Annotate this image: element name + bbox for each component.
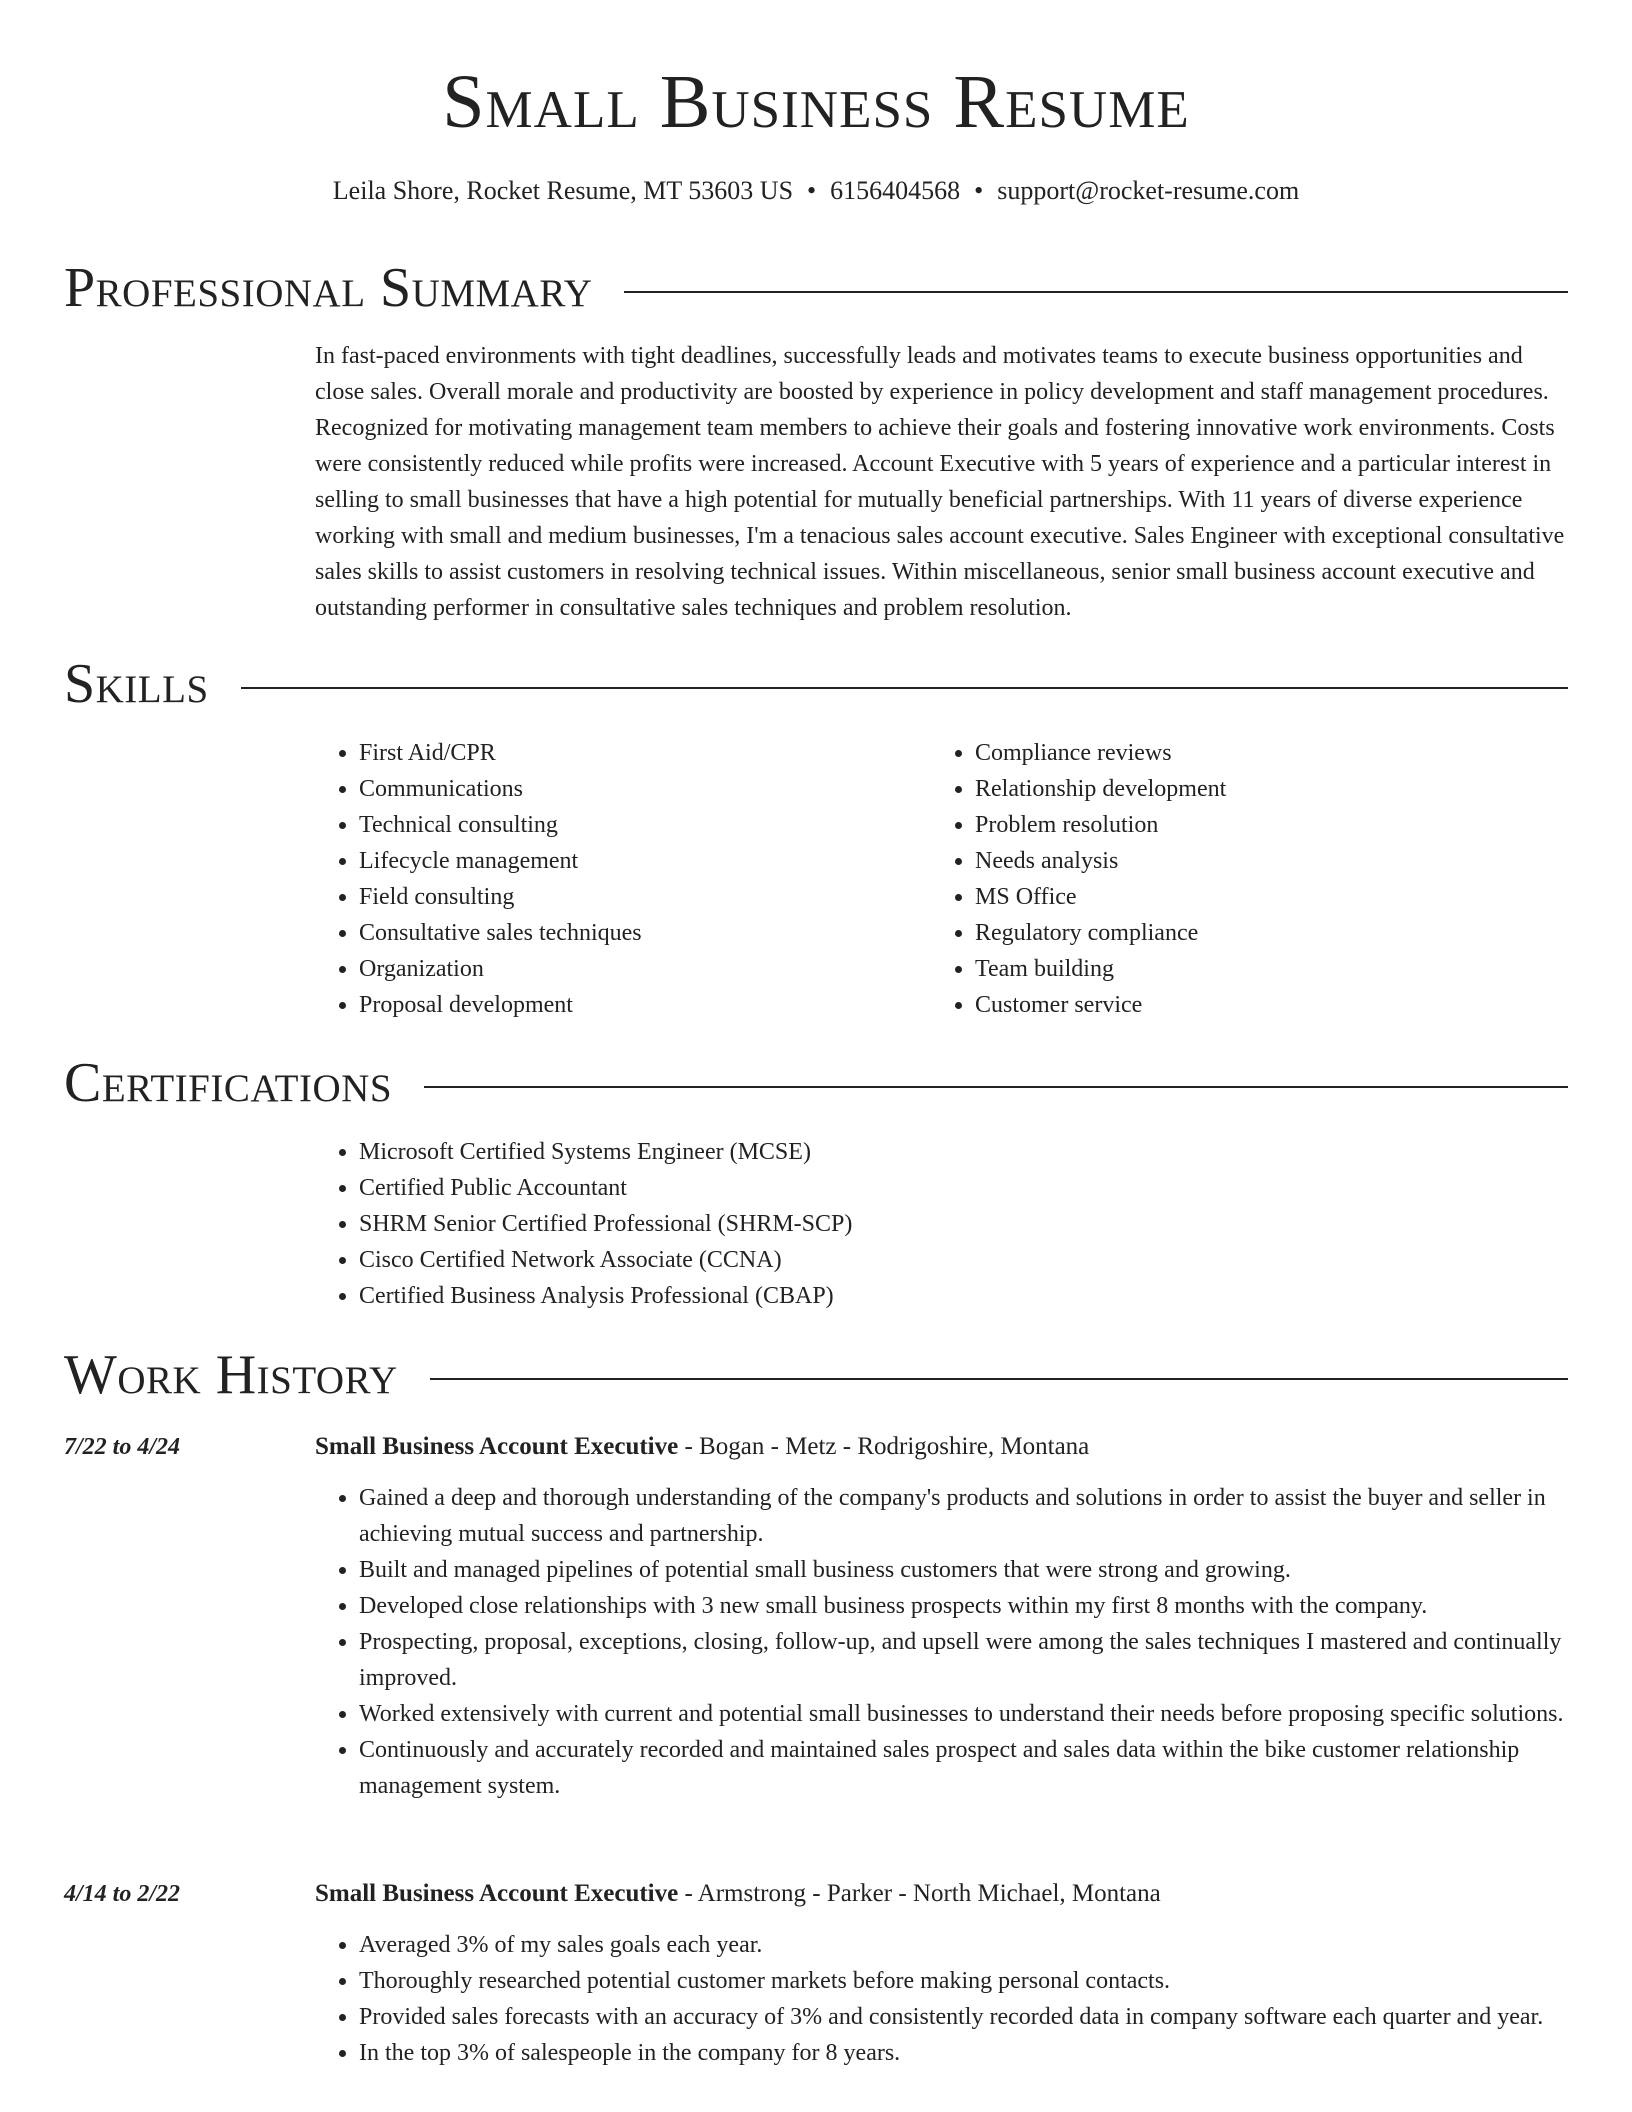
job-bullets [315, 1480, 1568, 1804]
job-role: Small Business Account Executive [315, 1433, 679, 1460]
skill-item: • Regulatory compliance [975, 915, 1531, 951]
job-dates: 4/14 to 2/22 [64, 1881, 181, 1907]
skill-item: • Organization [359, 951, 915, 987]
work-history-heading-row [64, 1345, 1568, 1405]
certification-item: • Certified Public Accountant [359, 1170, 1515, 1206]
summary-heading: Professional Summary [64, 257, 593, 319]
job-bullet: • Averaged 3% of my sales goals each year. [359, 1927, 1568, 1963]
section-divider [241, 687, 1568, 689]
job-bullet: • Thoroughly researched potential customer markets before making personal contacts. [359, 1963, 1568, 1999]
job-bullet: • In the top 3% of salespeople in the company for 8 years. [359, 2035, 1568, 2071]
skill-item: • Relationship development [975, 771, 1531, 807]
job-bullet: • Continuously and accurately recorded and maintained sales prospect and sales data within the bike customer relationship management system. [359, 1732, 1568, 1804]
skill-item: • Proposal development [359, 987, 915, 1023]
certifications-heading-row [64, 1053, 1568, 1113]
skill-item: • Communications [359, 771, 915, 807]
job-header [315, 1429, 1568, 1465]
skill-item: • Consultative sales techniques [359, 915, 915, 951]
skills-heading: Skills [64, 653, 209, 715]
skill-item: • Field consulting [359, 879, 915, 915]
job-bullet: • Built and managed pipelines of potential small business customers that were strong and growing. [359, 1552, 1568, 1588]
certification-item: • Certified Business Analysis Professional (CBAP) [359, 1278, 1515, 1314]
contact-phone: 6156404568 [830, 176, 961, 205]
job-company: - Armstrong - Parker - North Michael, Montana [678, 1880, 1161, 1907]
skills-left-column [315, 735, 915, 1023]
contact-separator: • [807, 176, 817, 205]
resume-title: Small Business Resume [442, 60, 1190, 144]
skill-item: • Compliance reviews [975, 735, 1531, 771]
job-dates: 7/22 to 4/24 [64, 1434, 181, 1460]
job-bullets [315, 1927, 1568, 2071]
contact-address: Leila Shore, Rocket Resume, MT 53603 US [332, 176, 794, 205]
section-divider [624, 291, 1568, 293]
job-bullet: • Worked extensively with current and potential small businesses to understand their needs before proposing specific solutions. [359, 1696, 1568, 1732]
section-divider [430, 1378, 1568, 1380]
job-bullet: • Developed close relationships with 3 new small business prospects within my first 8 months with the company. [359, 1588, 1568, 1624]
job-role: Small Business Account Executive [315, 1880, 679, 1907]
skill-item: • Problem resolution [975, 807, 1531, 843]
skill-item: • Lifecycle management [359, 843, 915, 879]
contact-separator: • [974, 176, 984, 205]
summary-heading-row [64, 258, 1568, 318]
contact-line [0, 175, 1632, 207]
skill-item: • Technical consulting [359, 807, 915, 843]
summary-text: In fast-paced environments with tight deadlines, successfully leads and motivates teams to execute business opportunities and close sales. Overall morale and productivity are boosted by experience in policy development and staff management procedures. Recognized for motivating management team members to achieve their goals and fostering innovative work environments. Costs were consistently reduced while profits were increased. Account Executive with 5 years of experience and a particular interest in selling to small businesses that have a high potential for mutually beneficial partnerships. With 11 years of diverse experience working with small and medium businesses, I'm a tenacious sales account executive. Sales Engineer with exceptional consultative sales skills to assist customers in resolving technical issues. Within miscellaneous, senior small business account executive and outstanding performer in consultative sales techniques and problem resolution. [315, 343, 1565, 621]
certifications-list [315, 1134, 1515, 1314]
skill-item: • First Aid/CPR [359, 735, 915, 771]
certifications-heading: Certifications [64, 1052, 393, 1114]
skill-item: • Team building [975, 951, 1531, 987]
certifications-section [315, 1134, 1515, 1314]
skill-item: • Needs analysis [975, 843, 1531, 879]
job-bullet: • Prospecting, proposal, exceptions, closing, follow-up, and upsell were among the sales techniques I mastered and continually improved. [359, 1624, 1568, 1696]
skills-list-left [315, 735, 915, 1023]
skills-right-column [931, 735, 1531, 1023]
job-company: - Bogan - Metz - Rodrigoshire, Montana [678, 1433, 1090, 1460]
job-bullet: • Provided sales forecasts with an accuracy of 3% and consistently recorded data in company software each quarter and year. [359, 1999, 1568, 2035]
job-header [315, 1876, 1568, 1912]
job-bullet-list [315, 1480, 1568, 1804]
skills-heading-row [64, 654, 1568, 714]
contact-email: support@rocket-resume.com [997, 176, 1300, 205]
job-bullet-list [315, 1927, 1568, 2071]
skills-list-right [931, 735, 1531, 1023]
certification-item: • SHRM Senior Certified Professional (SHRM-SCP) [359, 1206, 1515, 1242]
skill-item: • Customer service [975, 987, 1531, 1023]
certification-item: • Cisco Certified Network Associate (CCNA) [359, 1242, 1515, 1278]
job-bullet: • Gained a deep and thorough understanding of the company's products and solutions in order to assist the buyer and seller in achieving mutual success and partnership. [359, 1480, 1568, 1552]
certification-item: • Microsoft Certified Systems Engineer (MCSE) [359, 1134, 1515, 1170]
work-history-heading: Work History [64, 1344, 398, 1406]
skill-item: • MS Office [975, 879, 1531, 915]
section-divider [424, 1086, 1568, 1088]
